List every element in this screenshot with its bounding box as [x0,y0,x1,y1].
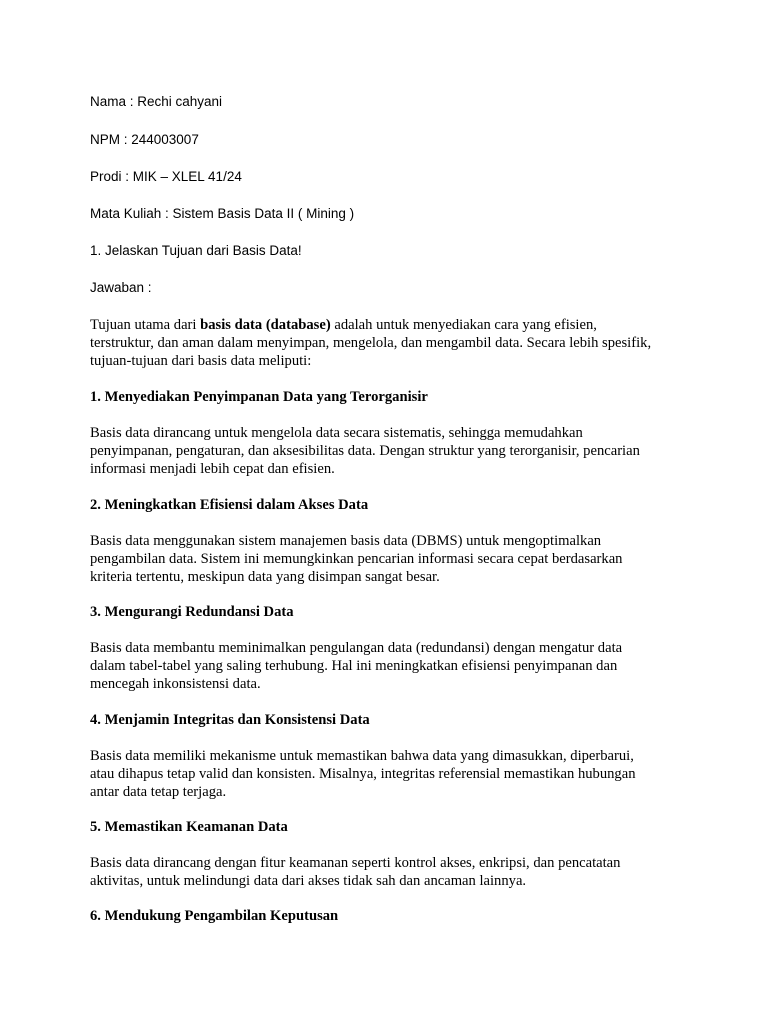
section-1-body [90,424,690,478]
intro-bold-term: basis data (database) [200,317,331,333]
intro-paragraph [90,316,690,370]
section-5-body [90,854,690,890]
section-4-heading: 4. Menjamin Integritas dan Konsistensi Data [90,712,370,728]
question-text: 1. Jelaskan Tujuan dari Basis Data! [90,243,302,258]
intro-line-1 [90,316,690,334]
body-line: kriteria tertentu, meskipun data yang disimpan sangat besar. [90,569,440,585]
study-program: Prodi : MIK – XLEL 41/24 [90,169,242,184]
body-line: Basis data menggunakan sistem manajemen basis data (DBMS) untuk mengoptimalkan [90,533,602,549]
body-line: antar data tetap terjaga. [90,784,227,800]
course-name: Mata Kuliah : Sistem Basis Data II ( Mining ) [90,206,355,221]
section-5-heading: 5. Memastikan Keamanan Data [90,819,288,835]
intro-text-pre: Tujuan utama dari [90,317,201,333]
body-line: atau dihapus tetap valid dan konsisten. Misalnya, integritas referensial memastikan hubungan [90,766,636,782]
section-3-body [90,639,690,693]
section-1-heading: 1. Menyediakan Penyimpanan Data yang Terorganisir [90,389,428,405]
body-line: penyimpanan, pengaturan, dan aksesibilitas data. Dengan struktur yang terorganisir, pencarian [90,443,640,459]
student-npm: NPM : 244003007 [90,132,199,147]
body-line: dalam tabel-tabel yang saling terhubung. Hal ini meningkatkan efisiensi penyimpanan dan [90,658,618,674]
intro-text-post: adalah untuk menyediakan cara yang efisien, [330,317,597,333]
body-line: Basis data membantu meminimalkan pengulangan data (redundansi) dengan mengatur data [90,640,623,656]
intro-line-3: tujuan-tujuan dari basis data meliputi: [90,353,312,369]
body-line: pengambilan data. Sistem ini memungkinkan pencarian informasi secara cepat berdasarkan [90,551,623,567]
body-line: mencegah inkonsistensi data. [90,676,261,692]
section-3-heading: 3. Mengurangi Redundansi Data [90,604,294,620]
body-line: informasi menjadi lebih cepat dan efisien. [90,461,335,477]
body-line: aktivitas, untuk melindungi data dari akses tidak sah dan ancaman lainnya. [90,873,527,889]
body-line: Basis data dirancang untuk mengelola data secara sistematis, sehingga memudahkan [90,425,583,441]
body-line: Basis data memiliki mekanisme untuk memastikan bahwa data yang dimasukkan, diperbarui, [90,748,634,764]
section-4-body [90,747,690,801]
student-name: Nama : Rechi cahyani [90,94,223,109]
section-2-body [90,532,690,586]
section-2-heading: 2. Meningkatkan Efisiensi dalam Akses Data [90,497,369,513]
intro-line-2: terstruktur, dan aman dalam menyimpan, mengelola, dan mengambil data. Secara lebih spesifik, [90,335,652,351]
answer-label: Jawaban : [90,280,152,295]
body-line: Basis data dirancang dengan fitur keamanan seperti kontrol akses, enkripsi, dan pencatatan [90,855,621,871]
section-6-heading: 6. Mendukung Pengambilan Keputusan [90,908,339,924]
